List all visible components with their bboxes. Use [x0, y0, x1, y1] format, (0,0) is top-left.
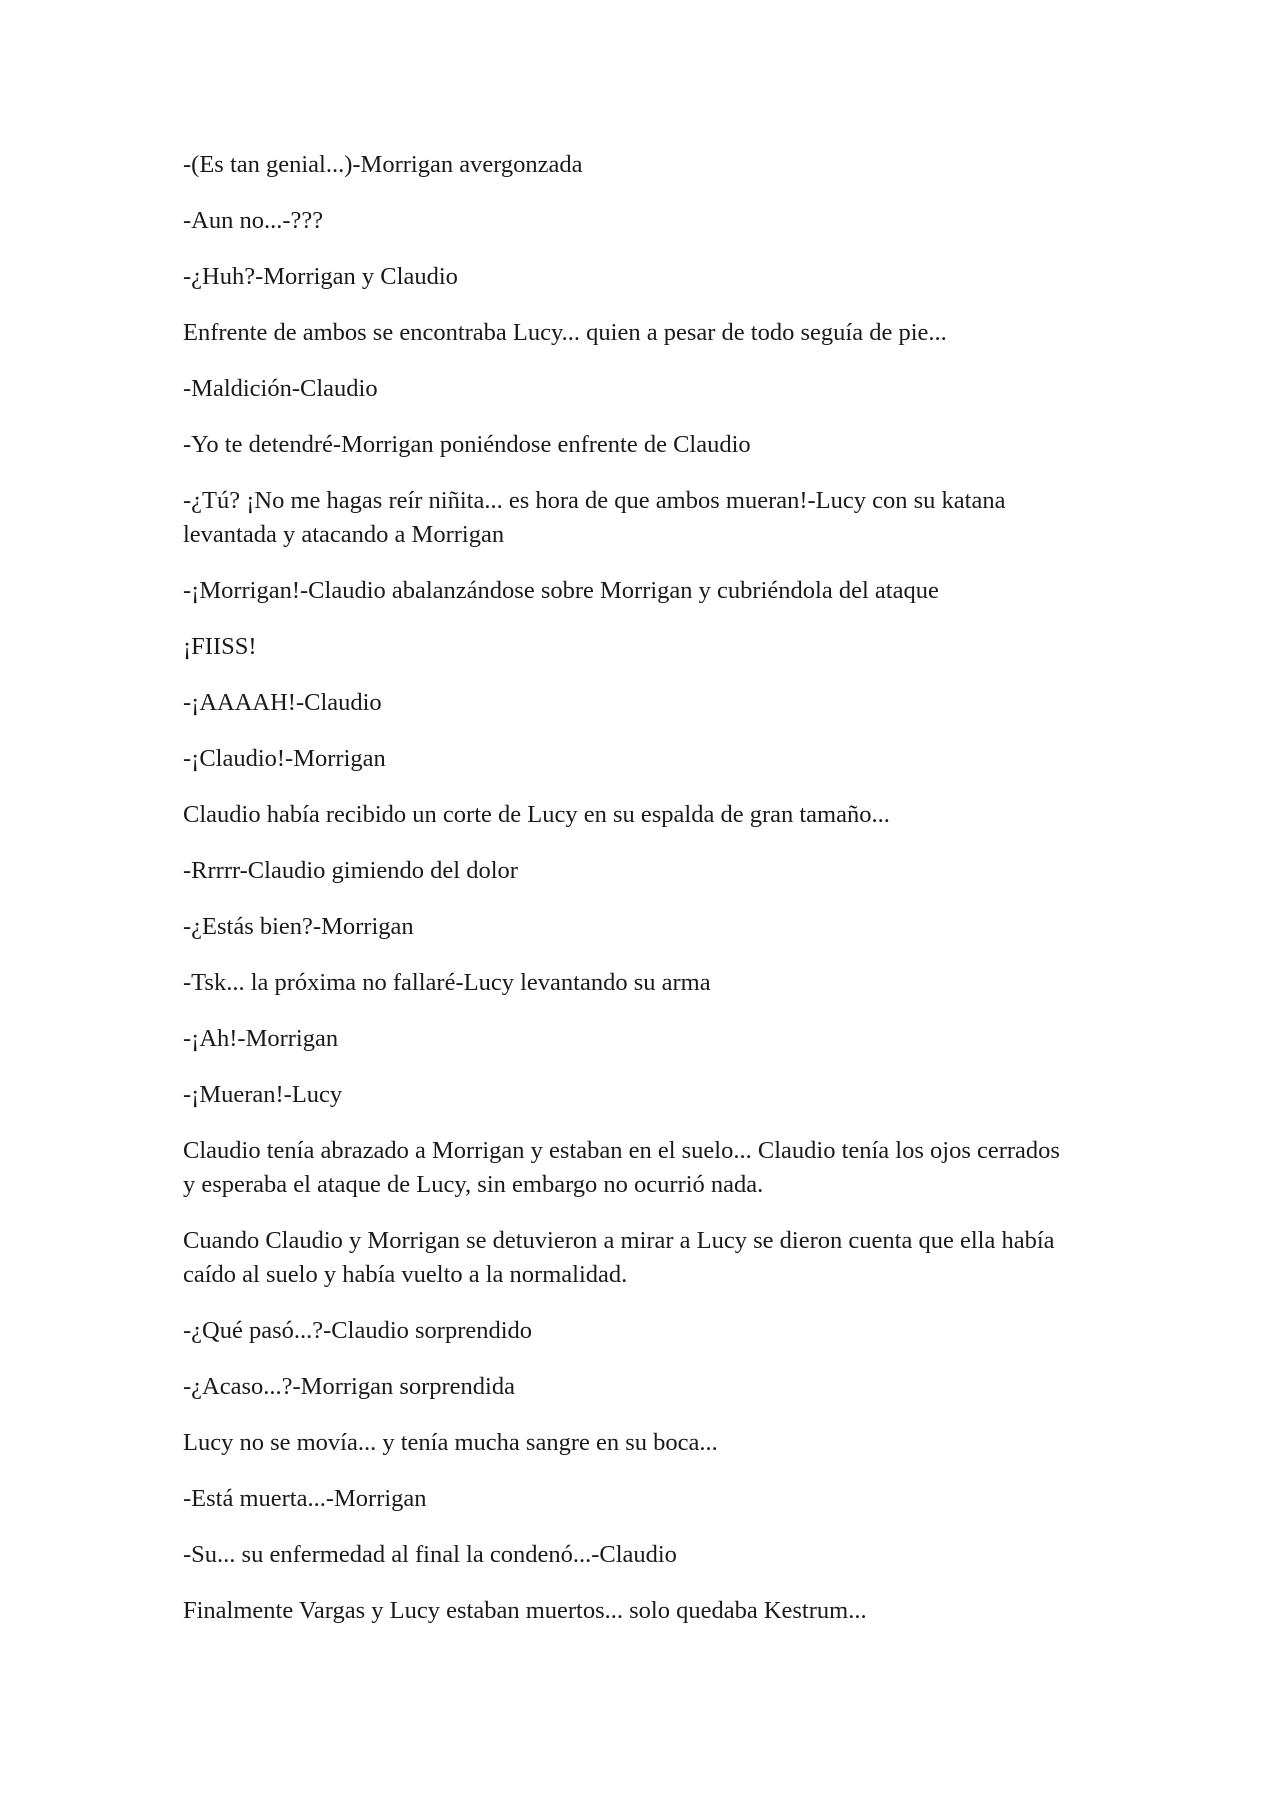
paragraph: Claudio había recibido un corte de Lucy en su espalda de gran tamaño... — [183, 801, 890, 828]
paragraph: -¿Tú? ¡No me hagas reír niñita... es hora de que ambos mueran!-Lucy con su katana levantada y atacando a Morrigan — [183, 487, 1006, 548]
paragraph: Claudio tenía abrazado a Morrigan y estaban en el suelo... Claudio tenía los ojos cerrados y esperaba el ataque de Lucy, sin embargo no ocurrió nada. — [183, 1137, 1060, 1198]
paragraph: -¡Morrigan!-Claudio abalanzándose sobre Morrigan y cubriéndola del ataque — [183, 577, 939, 604]
paragraph: -¡Claudio!-Morrigan — [183, 745, 386, 772]
paragraph: -Maldición-Claudio — [183, 375, 378, 402]
paragraph: -¿Estás bien?-Morrigan — [183, 913, 414, 940]
paragraph: -¿Qué pasó...?-Claudio sorprendido — [183, 1317, 533, 1344]
paragraph: -Yo te detendré-Morrigan poniéndose enfrente de Claudio — [183, 431, 751, 458]
paragraph: -Su... su enfermedad al final la condenó...-Claudio — [183, 1541, 677, 1568]
paragraph: Lucy no se movía... y tenía mucha sangre en su boca... — [183, 1429, 718, 1456]
paragraph: Finalmente Vargas y Lucy estaban muertos... solo quedaba Kestrum... — [183, 1597, 867, 1624]
paragraph: -¡Ah!-Morrigan — [183, 1025, 339, 1052]
paragraph: -Aun no...-??? — [183, 207, 324, 234]
document-body — [183, 148, 1063, 1650]
paragraph: -Tsk... la próxima no fallaré-Lucy levantando su arma — [183, 969, 711, 996]
paragraph: -Rrrrr-Claudio gimiendo del dolor — [183, 857, 518, 884]
paragraph: -Está muerta...-Morrigan — [183, 1485, 427, 1512]
paragraph: -¡Mueran!-Lucy — [183, 1081, 343, 1108]
paragraph: Enfrente de ambos se encontraba Lucy... quien a pesar de todo seguía de pie... — [183, 319, 947, 346]
paragraph: -(Es tan genial...)-Morrigan avergonzada — [183, 151, 583, 178]
paragraph: -¿Acaso...?-Morrigan sorprendida — [183, 1373, 515, 1400]
paragraph: -¡AAAAH!-Claudio — [183, 689, 382, 716]
paragraph: -¿Huh?-Morrigan y Claudio — [183, 263, 458, 290]
paragraph: Cuando Claudio y Morrigan se detuvieron a mirar a Lucy se dieron cuenta que ella había caído al suelo y había vuelto a la normalidad. — [183, 1227, 1055, 1288]
paragraph: ¡FIISS! — [183, 633, 257, 660]
